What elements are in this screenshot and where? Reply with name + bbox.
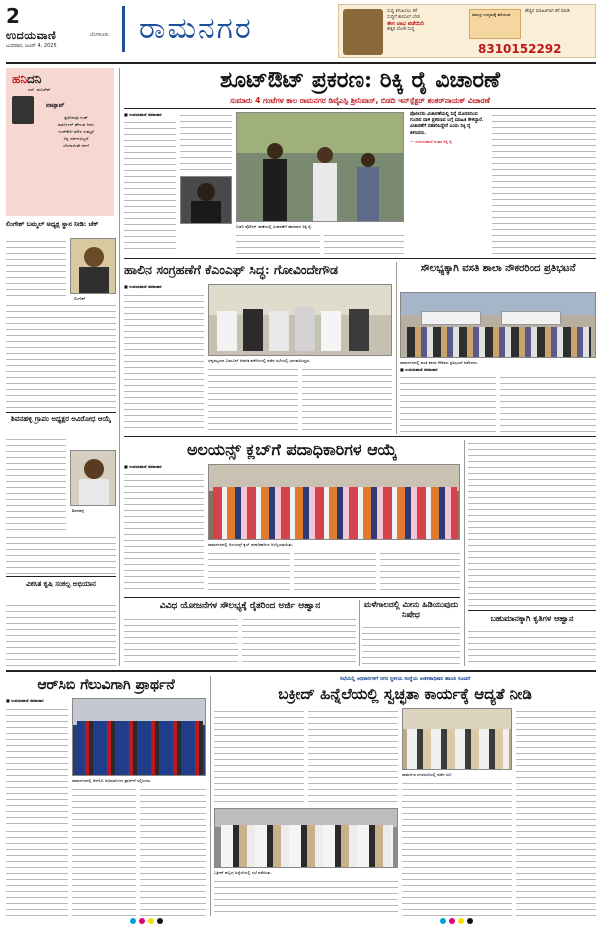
lions-headline: ಅಲಯನ್ಸ್ ಕ್ಲಬ್‌ಗೆ ಪದಾಧಿಕಾರಿಗಳ ಆಯ್ಕೆ	[187, 440, 397, 459]
main-headline: ಶೂಟ್‌ಔಟ್ ಪ್ರಕರಣ: ರಿಕ್ಕಿ ರೈ ವಿಚಾರಣೆ	[220, 67, 500, 93]
right-story-text	[468, 440, 596, 606]
rcb-headline: ಆರ್‌ಸಿಬಿ ಗೆಲುವಿಗಾಗಿ ಪ್ರಾರ್ಥನೆ	[37, 677, 175, 693]
hani-dani-author: ಎಸ್. ಡಂಬರೇಶ್	[28, 87, 51, 92]
bakrid-caption-2: ಬಕ್ರೀದ್ ಹಬ್ಬದ ಹಿನ್ನೆಲೆಯಲ್ಲಿ ಸಭೆ ನಡೆಯಿತು.	[214, 870, 272, 875]
school-headline: ಸೌಲಭ್ಯಕ್ಕಾಗಿ ವಸತಿ ಶಾಲಾ ನೌಕರರಿಂದ ಪ್ರತಿಭಟನೆ	[420, 263, 576, 274]
lingesh-headline: ಲಿಂಗೇಶ್ ಬಮ್ಮಲ್ ಅಧ್ಯಕ್ಷ ಸ್ಥಾನ ನೀಡಿ: ಚೆಕ್	[6, 220, 99, 228]
bakrid-text-col4	[516, 708, 596, 916]
lingesh-caption: ಲಿಂಗೇಶ್	[74, 296, 86, 301]
poem: ಪ್ರತಿದಿನವೂ ಗುಡ್ ಮಾರ್ನಿಂಗ್ ಹೇಳುವ ನೀನು ಇಂದೇಕೋ ಮೌನ ಸುಮ್ಮನೆ ನಿನ್ನ ದರ್ಶನವಿಲ್ಲದೆ ಬೆಳಗಾಯಿತೇ ನನಗೆ	[58, 115, 94, 148]
poem-title: ವಾಟ್ಸಾಪ್	[46, 102, 65, 109]
school-photo	[400, 292, 596, 358]
rcb-byline: ■ ಉದಯವಾಣಿ ಸಮಾಚಾರ	[6, 698, 44, 703]
phone-graphic-icon	[343, 9, 383, 55]
school-text-col1	[400, 374, 496, 434]
print-registration-marks-right	[440, 918, 473, 924]
edition-tag: ಬೆಂಗಳೂರು	[90, 32, 109, 38]
ad-text-right: ಹೆಚ್ಚಿನ ಮಾಹಿತಿಗಾಗಿ ಕರೆ ಮಾಡಿ	[525, 9, 570, 14]
hani-dani-title: ಹನಿದನಿ	[12, 72, 42, 86]
award-text	[468, 628, 596, 666]
main-photo-caption: ಬಿಡದಿ ಪೊಲೀಸ್ ಠಾಣೆಯಲ್ಲಿ ವಿಚಾರಣೆಗೆ ಹಾಜರಾದ ರಿಕ್ಕಿ ರೈ.	[236, 224, 313, 229]
rcb-photo	[72, 698, 206, 776]
lingesh-photo	[70, 238, 116, 294]
main-byline: ■ ಉದಯವಾಣಿ ಸಮಾಚಾರ	[124, 112, 162, 117]
main-text-col1	[124, 119, 176, 254]
rcb-text-col1	[6, 706, 68, 824]
school-byline: ■ ಉದಯವಾಣಿ ಸಮಾಚಾರ	[400, 367, 438, 372]
bakrid-text-col2	[308, 708, 398, 804]
lions-text-col1	[124, 471, 204, 594]
lions-photo	[208, 464, 460, 540]
page-number: 2	[6, 4, 20, 28]
lions-text-col2	[208, 550, 290, 594]
main-pullquote: ಪೊಲೀಸರು ವಿಚಾರಣೆಯಲ್ಲಿ ನಿನ್ನೆ ಮೊದಲಿನಿಂದ ಗುಂಡಿನ ದಾಳಿ ಪ್ರಕರಣದ ಬಗ್ಗೆ ಮಾಹಿತಿ ಕೇಳಿದ್ದಾರೆ. ವಿಚಾರಣೆಗೆ ಸಹಕರಿಸಿದ್ದೇನೆ ಎಂದು ರಿಕ್ಕಿ ರೈ ತಿಳಿಸಿದರು. — ಉದಯವಾಣಿ ನಂತರ ರಿಕ್ಕಿ ರೈ	[410, 112, 484, 144]
bakrid-text-bottom	[214, 878, 398, 916]
kmf-text-col3	[302, 366, 392, 432]
main-text-col3	[236, 232, 320, 254]
award-headline: ಬಹುಮಾನಕ್ಕಾಗಿ ಕೃತಿಗಳ ಆಹ್ವಾನ	[490, 614, 574, 623]
bakrid-text-col1	[214, 708, 304, 804]
viksit-text	[6, 602, 116, 666]
newspaper-brand: ಉದಯವಾಣಿ	[6, 29, 57, 42]
fishing-headline: ಮಳೆಗಾಲದಲ್ಲಿ ಮೀನು ಹಿಡಿಯುವುದು ನಿಷೇಧ	[363, 600, 459, 619]
viksit-headline: ವಿಕಸಿತ ಕೃಷಿ ಸಂಕಲ್ಪ ಅಭಿಯಾನ	[26, 580, 96, 588]
section-title: ರಾಮನಗರ	[122, 6, 312, 52]
ad-phone-number: 8310152292	[478, 42, 562, 56]
hani-dani-column	[6, 68, 114, 216]
shivanahalli-caption: ಶಿವನಹಳ್ಳಿ	[72, 508, 85, 513]
bakrid-caption-1: ರಾಮನಗರ ನಗರಸಭೆಯಲ್ಲಿ ನಡೆದ ಸಭೆ.	[402, 772, 453, 777]
schemes-headline: ವಿವಿಧ ಯೋಜನೆಗಳ ಸೌಲಭ್ಯಕ್ಕೆ ರೈತರಿಂದ ಅರ್ಜಿ ಆಹ್ವಾನ	[159, 601, 321, 611]
lions-byline: ■ ಉದಯವಾಣಿ ಸಮಾಚಾರ	[124, 464, 162, 469]
masthead-rule	[6, 62, 596, 64]
main-photo-small	[180, 176, 232, 224]
print-registration-marks	[130, 918, 163, 924]
schemes-text-col2	[242, 616, 356, 666]
shivanahalli-headline: ಶಿವನಹಳ್ಳಿ ಗ್ರಾಪಂ ಅಧ್ಯಕ್ಷರ ಅವಿರೋಧ ಆಯ್ಕೆ	[10, 415, 111, 423]
main-subheadline: ಸುಮಾರು 4 ಗಂಟೆಗಳ ಕಾಲ ರಾಮನಗರ ಡಿವೈಎಸ್ಪಿ ಶ್ರೀನಿವಾಸ್, ಬಿಡದಿ ಇನ್‌ಸ್ಪೆಕ್ಟರ್ ಶಂಕರ್‌ನಾಯಕ್ ವಿಚಾರಣೆ	[230, 96, 490, 105]
school-caption: ರಾಮನಗರದಲ್ಲಿ ವಸತಿ ಶಾಲಾ ನೌಕರರು ಪ್ರತಿಭಟನೆ ನಡೆಸಿದರು.	[400, 360, 479, 365]
bakrid-text-col3	[402, 780, 512, 916]
kmf-photo	[208, 284, 392, 356]
kmf-text-col1	[124, 292, 204, 432]
shivanahalli-photo	[70, 450, 116, 506]
schemes-text-col1	[124, 616, 238, 666]
bakrid-photo-1	[402, 708, 512, 770]
dateline: ಬುಧವಾರ, ಜೂನ್ 4, 2025	[6, 43, 57, 49]
bakrid-headline: ಬಕ್ರೀದ್ ಹಿನ್ನೆಲೆಯಲ್ಲಿ ಸ್ವಚ್ಛತಾ ಕಾರ್ಯಕ್ಕೆ ಆದ್ಯತೆ ನೀಡಿ	[278, 685, 532, 703]
lions-text-col3	[294, 550, 376, 594]
main-photo	[236, 112, 404, 222]
bakrid-photo-2	[214, 808, 398, 868]
ad-text-left: ಸುದ್ದಿ ಕಳುಹಿಸಲು ಕರೆ ಸುದ್ದಿಗೆ ಕಾಯಲ್ ಬೇಡ ಈಗ ಲಾಭ ಪಡೆಯಿರಿ ಹತ್ತಿರ ಲೋಕ ಸುದ್ದಿ	[387, 9, 424, 32]
main-text-col4	[324, 232, 404, 254]
author-photo	[12, 96, 34, 124]
kmf-byline: ■ ಉದಯವಾಣಿ ಸಮಾಚಾರ	[124, 284, 162, 289]
school-text-col2	[500, 374, 596, 434]
kmf-text-col2	[208, 366, 298, 432]
lingesh-text-cont	[6, 302, 116, 410]
lions-text-col4	[380, 550, 460, 594]
rcb-text-col2	[72, 786, 136, 916]
rcb-text-col3	[140, 786, 206, 916]
kmf-headline: ಹಾಲಿನ ಸಂಗ್ರಹಣೆಗೆ ಕೆಎಂಎಫ್ ಸಿದ್ಧ: ಗೋವಿಂದೇಗೌಡ	[124, 262, 338, 277]
rcb-text-col1-cont	[6, 828, 68, 916]
main-text-col5	[492, 112, 596, 254]
rcb-caption: ರಾಮನಗರದಲ್ಲಿ ಆರ್‌ಸಿಬಿ ಅಭಿಮಾನಿಗಳು ಪ್ರಾರ್ಥನೆ ಸಲ್ಲಿಸಿದರು.	[72, 778, 152, 783]
lingesh-text	[6, 238, 66, 298]
lions-caption: ರಾಮನಗರದಲ್ಲಿ ಅಲಯನ್ಸ್ ಕ್ಲಬ್ ಪದಾಧಿಕಾರಿಗಳ ಆಯ್ಕೆಯಾಯಿತು.	[208, 542, 294, 547]
bakrid-kicker: ಸಭೆಯಲ್ಲಿ ಅಧಿಕಾರಿಗಳಿಗೆ ನಗರ ಸ್ಥಳೀಯ ಸಂಸ್ಥೆಯ ಆಡಳಿತಾಧಿಕಾರಿ ಹಾಜರಿ ಸೂಚನೆ	[339, 676, 471, 682]
main-text-col2	[180, 112, 232, 174]
fishing-text	[362, 624, 460, 666]
kmf-caption: ಚನ್ನಪಟ್ಟಣದ ಬಮೂಲ್ ಆಡಳಿತ ಕಚೇರಿಯಲ್ಲಿ ನಡೆದ ಸಭೆಯಲ್ಲಿ ಭಾಗವಹಿಸಿದ್ದರು.	[208, 358, 311, 363]
ad-offer-badge: ಸಮುದ್ರ ಉದ್ಯಮಕ್ಕೆ ಹರಿಯುವ	[469, 9, 521, 39]
shivanahalli-text	[6, 436, 66, 532]
shivanahalli-text-cont	[6, 534, 116, 574]
